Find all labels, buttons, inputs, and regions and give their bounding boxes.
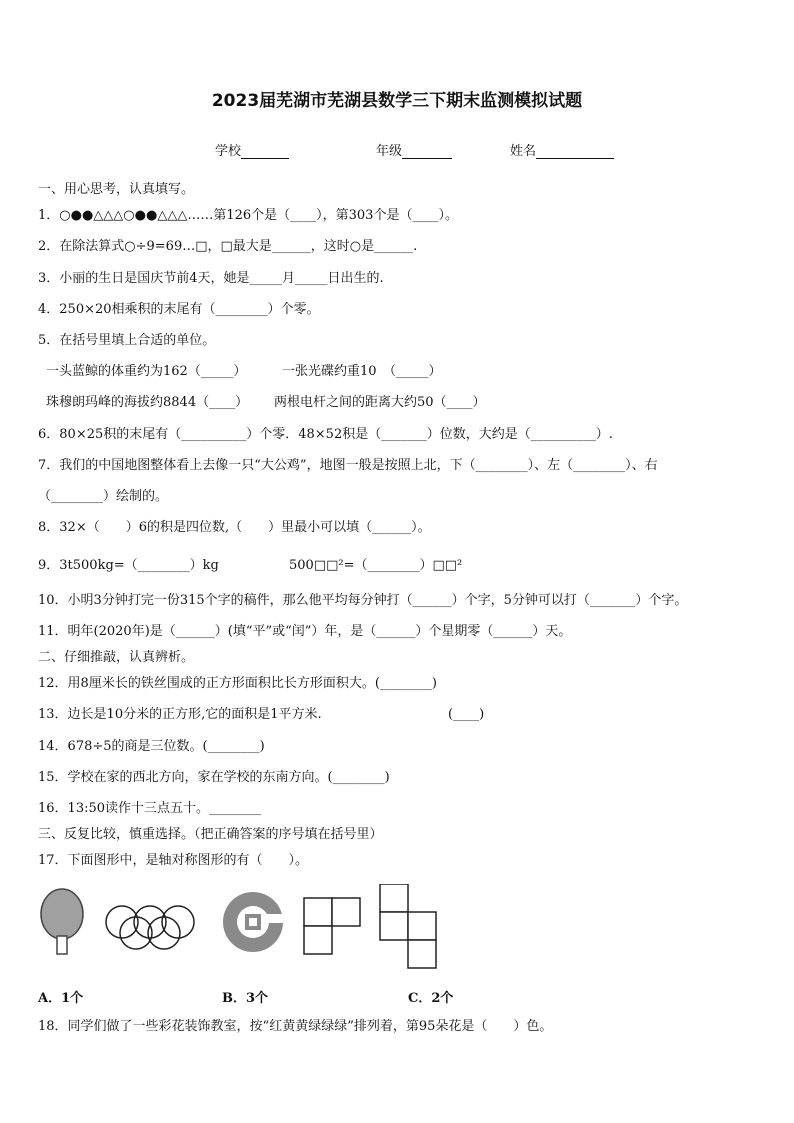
school-field bbox=[215, 140, 289, 159]
question-5-item-a: 一头蓝鲸的体重约为162（_____） bbox=[46, 364, 247, 379]
question-12: 12．用8厘米长的铁丝围成的正方形面积比长方形面积大。(________) bbox=[38, 676, 437, 691]
name-field bbox=[510, 140, 614, 159]
question-10: 10．小明3分钟打完一份315个字的稿件，那么他平均每分钟打（______）个字，5分钟可以打（_______）个字。 bbox=[38, 593, 688, 608]
school-blank[interactable] bbox=[241, 144, 289, 159]
question-17-figures bbox=[36, 884, 456, 974]
bank-logo-icon bbox=[223, 892, 287, 952]
name-blank[interactable] bbox=[536, 144, 614, 159]
question-1: 1．○●●△△△○●●△△△……第126个是（____），第303个是（____）。 bbox=[38, 208, 458, 223]
section-2-heading: 二、仔细推敲，认真辨析。 bbox=[38, 650, 195, 665]
choice-a[interactable]: A．1个 bbox=[38, 991, 84, 1006]
ping-pong-paddle-icon bbox=[41, 889, 83, 954]
question-9-part-a: 9．3t500kg=（________）kg bbox=[38, 558, 219, 573]
section-3-heading: 三、反复比较，慎重选择。（把正确答案的序号填在括号里） bbox=[38, 827, 383, 842]
question-14: 14．678÷5的商是三位数。(________) bbox=[38, 739, 265, 754]
choice-c[interactable]: C．2个 bbox=[408, 991, 454, 1006]
question-5-item-c: 珠穆朗玛峰的海拔约8844（____） bbox=[46, 395, 249, 410]
question-6: 6．80×25积的末尾有（__________）个零．48×52积是（_______）位数，大约是（__________）. bbox=[38, 427, 613, 442]
question-7-line-2: （________）绘制的。 bbox=[38, 489, 169, 504]
question-18: 18．同学们做了一些彩花装饰教室，按“红黄黄绿绿绿”排列着，第95朵花是（ ）色。 bbox=[38, 1019, 553, 1034]
question-2: 2．在除法算式○÷9=69…□，□最大是______，这时○是______. bbox=[38, 239, 418, 254]
grade-field bbox=[376, 140, 452, 159]
question-13-answer: (____) bbox=[448, 707, 485, 722]
question-9-part-b: 500□□²=（________）□□² bbox=[289, 558, 463, 573]
question-16: 16．13:50读作十三点五十。________ bbox=[38, 801, 262, 816]
question-8: 8．32×（ ）6的积是四位数,（ ）里最小可以填（______）。 bbox=[38, 520, 431, 535]
question-5-item-d: 两根电杆之间的距离大约50（____） bbox=[274, 395, 486, 410]
question-11: 11．明年(2020年)是（______）(填“平”或“闰”）年，是（______）个星期零（______）天。 bbox=[38, 624, 572, 639]
question-13: 13．边长是10分米的正方形,它的面积是1平方米. bbox=[38, 707, 322, 722]
grade-blank[interactable] bbox=[402, 144, 452, 159]
question-4: 4．250×20相乘积的末尾有（________）个零。 bbox=[38, 302, 320, 317]
section-1-heading: 一、用心思考，认真填写。 bbox=[38, 182, 195, 197]
question-17: 17．下面图形中，是轴对称图形的有（ ）。 bbox=[38, 853, 309, 868]
name-label: 姓名 bbox=[510, 144, 537, 159]
question-5-item-b: 一张光碟约重10 （_____） bbox=[282, 364, 442, 379]
question-15: 15．学校在家的西北方向，家在学校的东南方向。(________) bbox=[38, 770, 390, 785]
school-label: 学校 bbox=[215, 144, 242, 159]
olympic-rings-icon bbox=[106, 906, 194, 949]
stair-squares-icon bbox=[380, 884, 436, 968]
choice-b[interactable]: B．3个 bbox=[222, 991, 269, 1006]
l-shape-squares-icon bbox=[304, 898, 360, 954]
page-title: 2023届芜湖市芜湖县数学三下期末监测模拟试题 bbox=[211, 91, 583, 111]
question-3: 3．小丽的生日是国庆节前4天，她是_____月_____日出生的. bbox=[38, 271, 384, 286]
grade-label: 年级 bbox=[376, 144, 403, 159]
question-5: 5．在括号里填上合适的单位。 bbox=[38, 333, 216, 348]
question-7-line-1: 7．我们的中国地图整体看上去像一只“大公鸡”，地图一般是按照上北，下（________）、左（________）、右 bbox=[38, 458, 658, 473]
